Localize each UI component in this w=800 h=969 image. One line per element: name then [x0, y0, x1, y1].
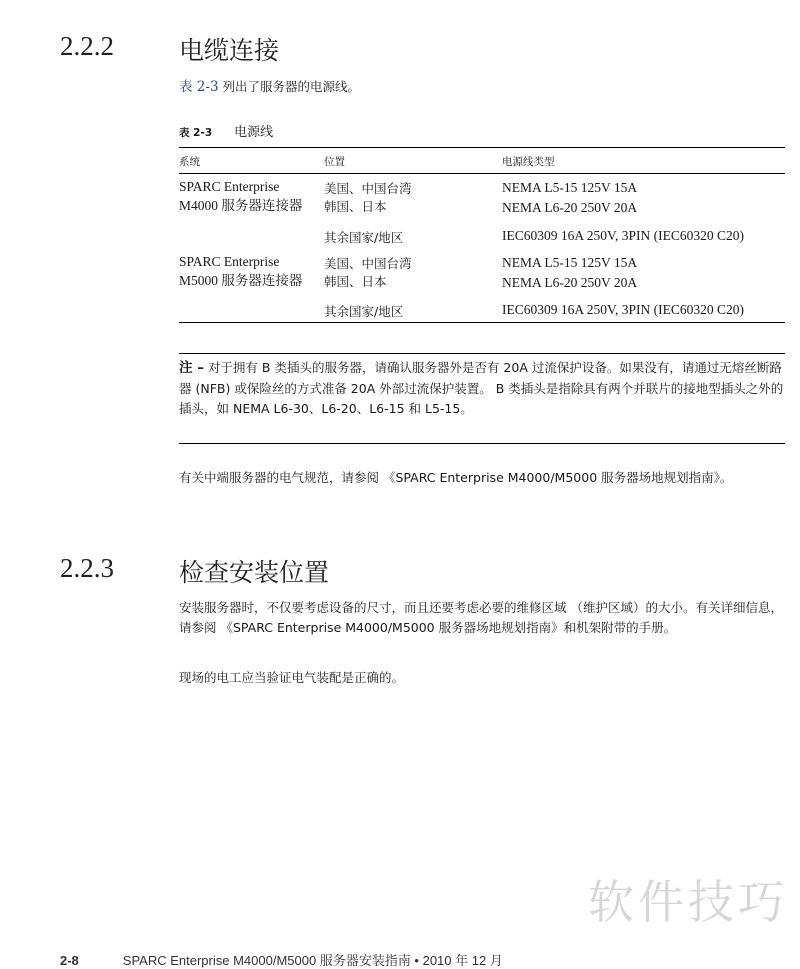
- table-caption: [179, 121, 273, 140]
- electrician-paragraph: 现场的电工应当验证电气装配是正确的。: [179, 670, 405, 685]
- electrical-reference-paragraph: 有关中端服务器的电气规范，请参阅 《SPARC Enterprise M4000/M5000 服务器场地规划指南》。: [179, 470, 733, 485]
- cord-type: NEMA L6-20 250V 20A: [502, 275, 638, 290]
- watermark: 软件技巧: [588, 875, 788, 929]
- location: 韩国、日本: [324, 199, 387, 214]
- location-other: 其余国家/地区: [324, 304, 404, 319]
- location: 美国、中国台湾: [324, 256, 412, 271]
- cord-type: NEMA L6-20 250V 20A: [502, 200, 638, 215]
- table-reference-link[interactable]: 表 2-3: [179, 79, 219, 95]
- table-header-rule: [179, 173, 785, 174]
- cord-type-other: IEC60309 16A 250V, 3PIN (IEC60320 C20): [502, 228, 745, 243]
- section-title: 电缆连接: [179, 36, 280, 65]
- cord-type-other: IEC60309 16A 250V, 3PIN (IEC60320 C20): [502, 302, 745, 317]
- system-name: SPARC Enterprise: [179, 254, 280, 269]
- note-label: 注 –: [179, 360, 204, 376]
- note-bottom-rule: [179, 443, 785, 444]
- install-paragraph: 安装服务器时，不仅要考虑设备的尺寸，而且还要考虑必要的维修区域 （维护区域）的大小。有关详细信息，请参阅 《SPARC Enterprise M4000/M5000 服务器场地规划指南》和机架附带的手册。: [179, 600, 783, 635]
- table-header-cord-type: 电源线类型: [502, 156, 555, 168]
- location-other: 其余国家/地区: [324, 230, 404, 245]
- intro-paragraph: [179, 77, 783, 98]
- table-caption-title: 电源线: [234, 125, 274, 140]
- system-name: SPARC Enterprise: [179, 179, 280, 194]
- table-top-rule: [179, 147, 785, 148]
- table-caption-number: 表 2-3: [179, 127, 213, 139]
- note-text: 对于拥有 B 类插头的服务器，请确认服务器外是否有 20A 过流保护设备。如果没有，请通过无熔丝断路器 (NFB) 或保险丝的方式准备 20A 外部过流保护装置。 B 类插头是指除具有两个并联片的接地型插头之外的插头，如 NEMA L6-30、L6-20、L6-15 和 L5-15。: [179, 360, 784, 416]
- table-header-system: 系统: [179, 156, 200, 168]
- section-number: 2.2.2: [60, 31, 114, 61]
- table-header-location: 位置: [324, 156, 345, 168]
- section-number: 2.2.3: [60, 553, 114, 583]
- location: 韩国、日本: [324, 274, 387, 289]
- system-connector: M4000 服务器连接器: [179, 198, 303, 213]
- note-block: [179, 358, 785, 420]
- cord-type: NEMA L5-15 125V 15A: [502, 180, 638, 195]
- system-connector: M5000 服务器连接器: [179, 273, 303, 288]
- footer-title: SPARC Enterprise M4000/M5000 服务器安装指南 • 2010 年 12 月: [122, 953, 503, 968]
- note-top-rule: [179, 353, 785, 354]
- table-bottom-rule: [179, 322, 785, 323]
- page-number: 2-8: [60, 953, 79, 968]
- location: 美国、中国台湾: [324, 181, 412, 196]
- intro-text: 列出了服务器的电源线。: [218, 79, 361, 94]
- cord-type: NEMA L5-15 125V 15A: [502, 255, 638, 270]
- section-title: 检查安装位置: [179, 558, 330, 587]
